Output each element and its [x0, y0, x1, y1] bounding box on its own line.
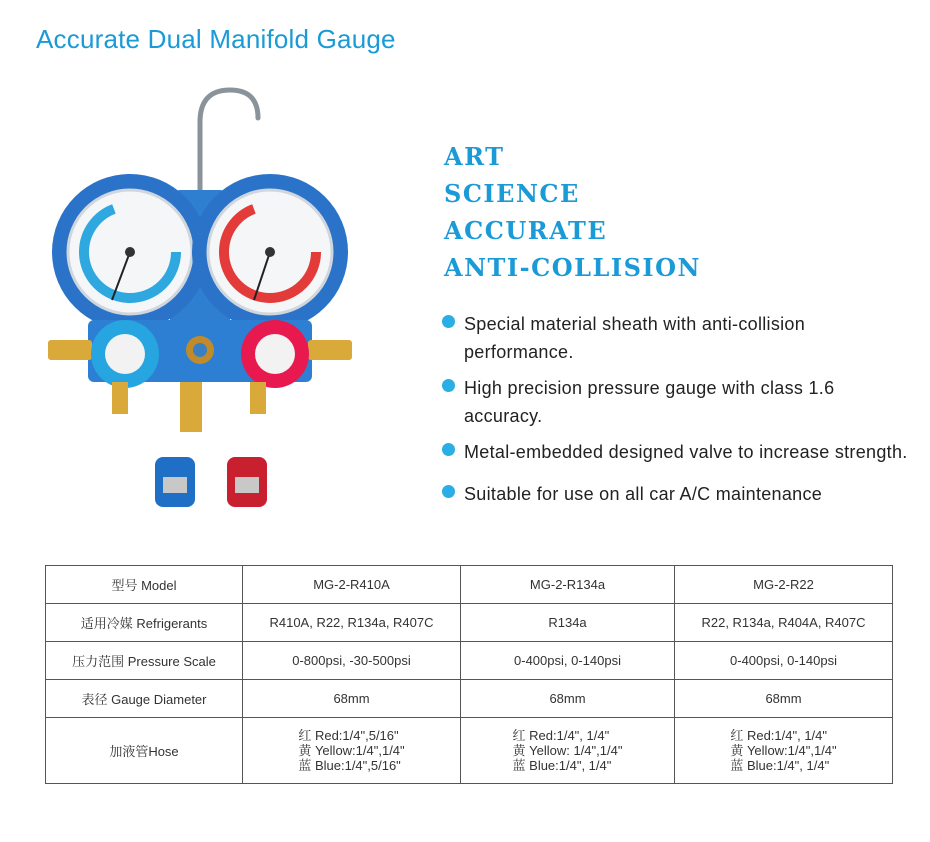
- headline-science: SCIENCE: [444, 179, 580, 208]
- headline-accurate: ACCURATE: [444, 216, 608, 245]
- bullet-dot-icon: [442, 485, 455, 498]
- table-cell: 0-400psi, 0-140psi: [461, 642, 675, 680]
- headline-group: [444, 138, 701, 286]
- table-cell: R134a: [461, 604, 675, 642]
- feature-item: [442, 374, 912, 430]
- table-cell: [675, 718, 893, 784]
- hose-spec-list: [730, 728, 836, 773]
- feature-item: [442, 310, 912, 366]
- headline-art: ART: [444, 142, 505, 171]
- hose-blue: 蓝 Blue:1/4",5/16": [298, 758, 401, 773]
- table-cell: 68mm: [461, 680, 675, 718]
- table-cell: MG-2-R410A: [243, 566, 461, 604]
- bullet-dot-icon: [442, 315, 455, 328]
- hose-yellow: 黄 Yellow:1/4",1/4": [730, 743, 837, 758]
- feature-text: Special material sheath with anti-collision performance.: [464, 314, 806, 362]
- row-label-gauge-diameter: 表径 Gauge Diameter: [46, 680, 243, 718]
- manifold-gauge-illustration: [30, 82, 370, 522]
- hose-spec-list: [513, 728, 623, 773]
- table-row: [46, 642, 893, 680]
- hose-red: 红 Red:1/4", 1/4": [512, 728, 610, 743]
- table-cell: MG-2-R22: [675, 566, 893, 604]
- row-label-refrigerants: 适用冷媒 Refrigerants: [46, 604, 243, 642]
- spec-table: [45, 565, 893, 784]
- hose-red: 红 Red:1/4", 1/4": [730, 728, 828, 743]
- feature-item: [442, 480, 912, 508]
- hose-yellow: 黄 Yellow:1/4",1/4": [298, 743, 405, 758]
- table-cell: 68mm: [243, 680, 461, 718]
- table-cell: [461, 718, 675, 784]
- feature-text: High precision pressure gauge with class 1.6 accuracy.: [464, 378, 835, 426]
- hose-spec-list: [298, 728, 404, 773]
- table-cell: MG-2-R134a: [461, 566, 675, 604]
- bullet-dot-icon: [442, 379, 455, 392]
- hose-red: 红 Red:1/4",5/16": [298, 728, 399, 743]
- table-row: [46, 604, 893, 642]
- table-cell: R22, R134a, R404A, R407C: [675, 604, 893, 642]
- hose-yellow: 黄 Yellow: 1/4",1/4": [512, 743, 623, 758]
- row-label-hose: 加液管Hose: [46, 718, 243, 784]
- table-cell: 0-400psi, 0-140psi: [675, 642, 893, 680]
- feature-list: [442, 310, 912, 516]
- table-row: [46, 718, 893, 784]
- headline-anti-collision: ANTI-COLLISION: [444, 253, 701, 282]
- feature-text: Metal-embedded designed valve to increase strength.: [464, 442, 908, 462]
- hose-blue: 蓝 Blue:1/4", 1/4": [512, 758, 612, 773]
- page-title: Accurate Dual Manifold Gauge: [36, 24, 396, 54]
- feature-item: [442, 438, 912, 466]
- table-cell: [243, 718, 461, 784]
- table-row: [46, 680, 893, 718]
- row-label-model: 型号 Model: [46, 566, 243, 604]
- table-cell: 68mm: [675, 680, 893, 718]
- bullet-dot-icon: [442, 443, 455, 456]
- hose-blue: 蓝 Blue:1/4", 1/4": [730, 758, 830, 773]
- feature-text: Suitable for use on all car A/C maintenance: [464, 484, 823, 504]
- manifold-gauge-image: [30, 82, 370, 522]
- row-label-pressure-scale: 压力范围 Pressure Scale: [46, 642, 243, 680]
- table-cell: R410A, R22, R134a, R407C: [243, 604, 461, 642]
- table-row: [46, 566, 893, 604]
- table-cell: 0-800psi, -30-500psi: [243, 642, 461, 680]
